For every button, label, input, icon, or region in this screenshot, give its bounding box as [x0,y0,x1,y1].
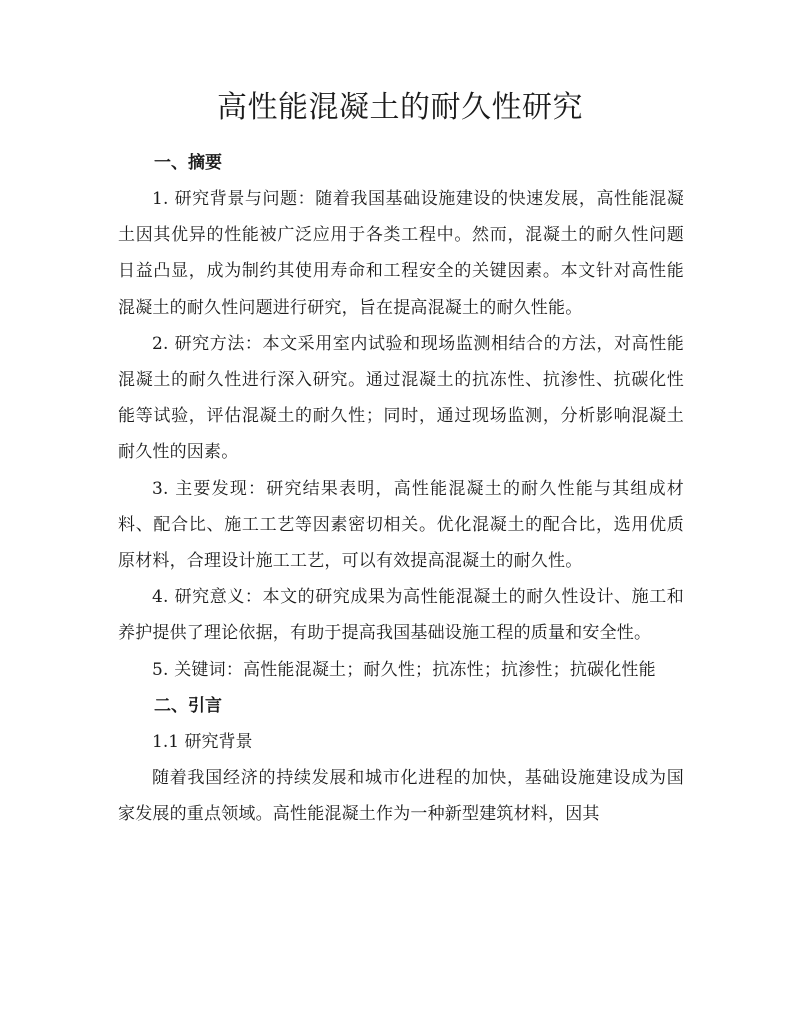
abstract-item-1: 1. 研究背景与问题：随着我国基础设施建设的快速发展，高性能混凝土因其优异的性能被广泛应用于各类工程中。然而，混凝土的耐久性问题日益凸显，成为制约其使用寿命和工程安全的关键因素。本文针对高性能混凝土的耐久性问题进行研究，旨在提高混凝土的耐久性能。 [118,189,684,318]
abstract-item-4: 4. 研究意义：本文的研究成果为高性能混凝土的耐久性设计、施工和养护提供了理论依据，有助于提高我国基础设施工程的质量和安全性。 [118,587,684,644]
document-title: 高性能混凝土的耐久性研究 [217,90,583,125]
document-body [118,145,684,832]
abstract-item-5: 5. 关键词：高性能混凝土；耐久性；抗冻性；抗渗性；抗碳化性能 [152,659,656,680]
abstract-item-3: 3. 主要发现：研究结果表明，高性能混凝土的耐久性能与其组成材料、配合比、施工工艺等因素密切相关。优化混凝土的配合比，选用优质原材料，合理设计施工工艺，可以有效提高混凝土的耐久性。 [118,478,684,572]
abstract-heading: 一、摘要 [154,153,222,173]
intro-paragraph: 随着我国经济的持续发展和城市化进程的加快，基础设施建设成为国家发展的重点领域。高性能混凝土作为一种新型建筑材料，因其 [118,767,684,825]
intro-sub-heading: 1.1 研究背景 [152,731,253,752]
abstract-item-2: 2. 研究方法：本文采用室内试验和现场监测相结合的方法，对高性能混凝土的耐久性进行深入研究。通过混凝土的抗冻性、抗渗性、抗碳化性能等试验，评估混凝土的耐久性；同时，通过现场监测，分析影响混凝土耐久性的因素。 [118,333,684,463]
intro-heading: 二、引言 [154,695,222,716]
